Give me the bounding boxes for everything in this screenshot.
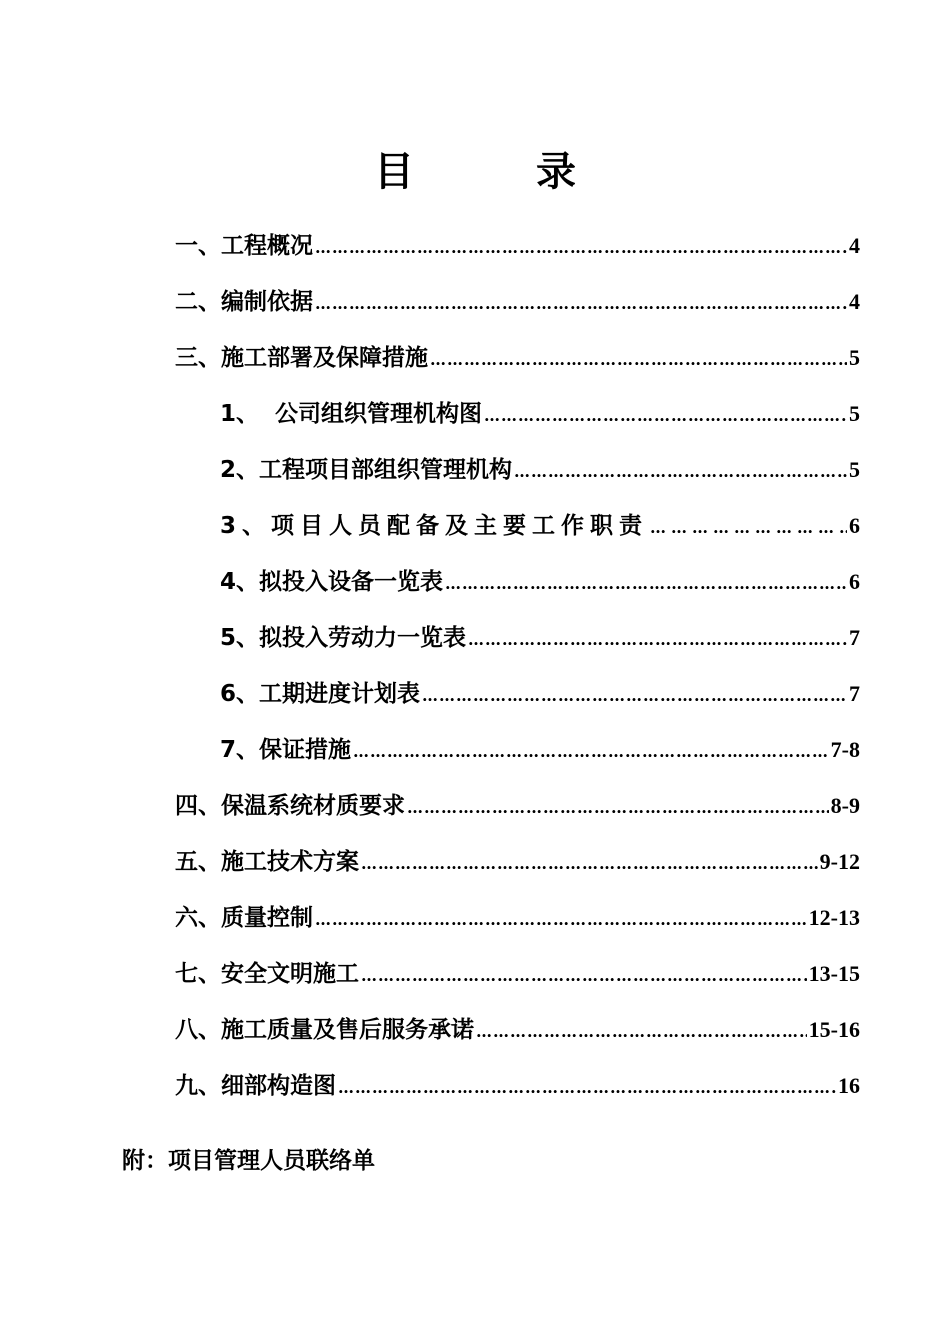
toc-entry-page: 4 [849, 233, 860, 257]
toc-entry-label: 4、拟投入设备一览表 [220, 569, 444, 593]
dot-leader [476, 1022, 807, 1041]
toc-entry-page: 5 [849, 457, 860, 481]
dot-leader [650, 518, 847, 537]
toc-entry[interactable] [175, 1011, 860, 1041]
toc-entry-page: 5 [849, 401, 860, 425]
toc-entry[interactable] [175, 227, 860, 257]
title-char-2: 录 [536, 149, 576, 195]
toc-entry-page: 4 [849, 289, 860, 313]
dot-leader [338, 1078, 836, 1097]
toc-entry[interactable] [175, 843, 860, 873]
toc-entry-page: 8-9 [830, 793, 860, 817]
dot-leader [422, 686, 847, 705]
dot-leader [361, 854, 818, 873]
toc-entry[interactable] [175, 283, 860, 313]
toc-entry-label: 7、保证措施 [220, 737, 352, 761]
toc-entry-label: 四、保温系统材质要求 [175, 793, 405, 817]
toc-subentry[interactable] [220, 563, 860, 593]
toc-subentry[interactable] [220, 451, 860, 481]
toc-entry-label: 2、工程项目部组织管理机构 [220, 457, 513, 481]
toc-entry-label: 一、工程概况 [175, 233, 313, 257]
toc-title [0, 140, 950, 197]
toc-entry[interactable] [175, 955, 860, 985]
dot-leader [361, 966, 807, 985]
toc-entry-label: 三、施工部署及保障措施 [175, 345, 428, 369]
toc-entry-page: 7 [849, 625, 860, 649]
appendix-note: 附：项目管理人员联络单 [122, 1148, 375, 1174]
dot-leader [468, 630, 847, 649]
dot-leader [315, 910, 807, 929]
dot-leader [445, 574, 847, 593]
toc-entry-label: 五、施工技术方案 [175, 849, 359, 873]
toc-entry-page: 7-8 [830, 737, 860, 761]
toc-entry-label: 1、 公司组织管理机构图 [220, 401, 483, 425]
toc-subentry[interactable] [220, 619, 860, 649]
toc-entry-label: 3、项目人员配备及主要工作职责 [220, 513, 649, 537]
toc-entry-label: 二、编制依据 [175, 289, 313, 313]
toc-entry-page: 5 [849, 345, 860, 369]
toc-subentry[interactable] [220, 731, 860, 761]
dot-leader [484, 406, 847, 425]
dot-leader [353, 742, 829, 761]
dot-leader [315, 238, 847, 257]
dot-leader [514, 462, 847, 481]
dot-leader [430, 350, 847, 369]
title-char-1: 目 [374, 149, 414, 195]
toc-entry-page: 6 [849, 569, 860, 593]
toc-entry-page: 12-13 [808, 905, 860, 929]
toc-subentry[interactable] [220, 675, 860, 705]
toc-entry-page: 16 [838, 1073, 860, 1097]
toc-subentry[interactable] [220, 395, 860, 425]
toc-entry-page: 13-15 [808, 961, 860, 985]
toc-entry-page: 7 [849, 681, 860, 705]
toc-entry[interactable] [175, 899, 860, 929]
toc-entry-label: 八、施工质量及售后服务承诺 [175, 1017, 474, 1041]
toc-entry-label: 5、拟投入劳动力一览表 [220, 625, 467, 649]
toc-subentry[interactable] [220, 507, 860, 537]
toc-entry-page: 6 [849, 513, 860, 537]
toc-entry-page: 15-16 [808, 1017, 860, 1041]
toc-entry-label: 七、安全文明施工 [175, 961, 359, 985]
toc-entry[interactable] [175, 787, 860, 817]
toc-entry-label: 九、细部构造图 [175, 1073, 336, 1097]
dot-leader [407, 798, 829, 817]
dot-leader [315, 294, 847, 313]
toc-entry-label: 六、质量控制 [175, 905, 313, 929]
toc-entry[interactable] [175, 1067, 860, 1097]
toc-entry-page: 9-12 [819, 849, 860, 873]
toc-entry-label: 6、工期进度计划表 [220, 681, 421, 705]
toc-entry[interactable] [175, 339, 860, 369]
